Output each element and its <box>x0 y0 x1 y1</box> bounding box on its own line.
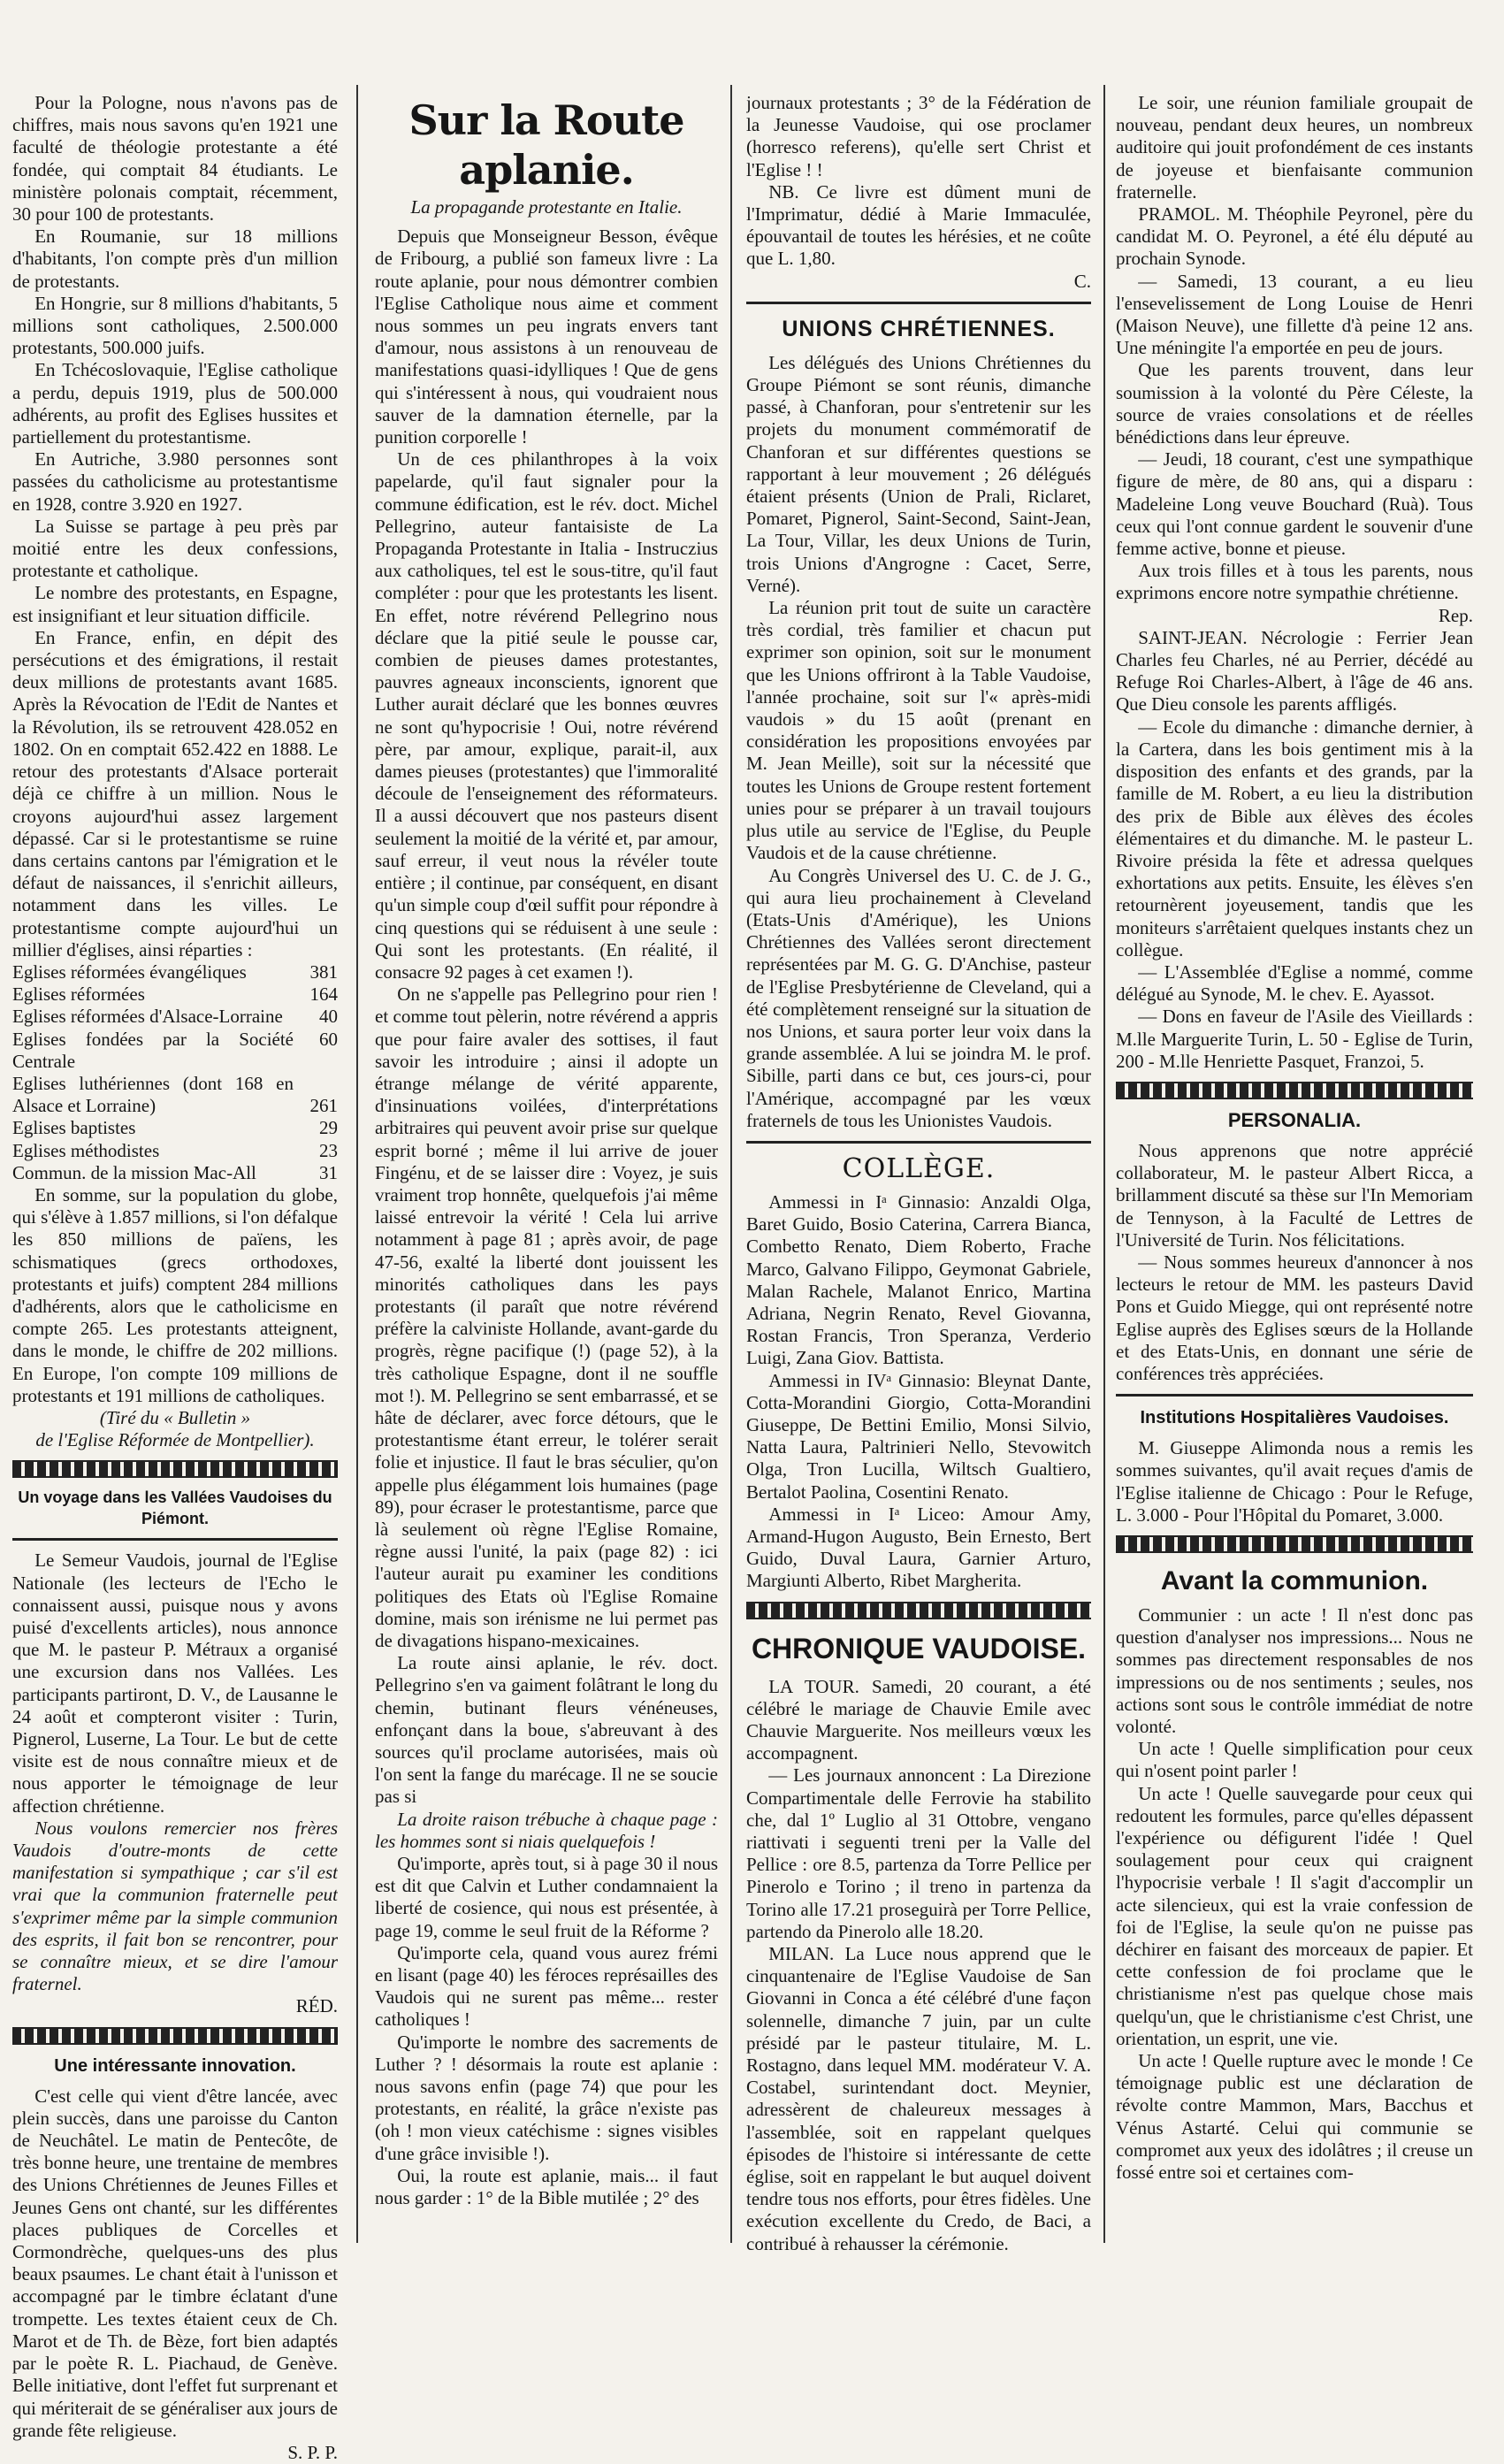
paragraph: La droite raison trébuche à chaque page : les hommes sont si niais quelquefois ! <box>375 1808 718 1852</box>
paragraph: Communier : un acte ! Il n'est donc pas question d'analyser nos impressions... Nous ne sommes pas directement responsables de nos impressions ou de nos sentiments ; seules, nos actions sont sous le contrôle immédiat de notre volonté. <box>1116 1603 1473 1737</box>
paragraph: — Dons en faveur de l'Asile des Vieillards : M.lle Marguerite Turin, L. 50 - Eglise de Turin, 200 - M.lle Henriette Pasquet, Franzoi, 5. <box>1116 1006 1473 1072</box>
paragraph: Ammessi in IVᵃ Ginnasio: Bleynat Dante, Cotta-Morandini Giorgio, Cotta-Morandini Giuseppe, De Bettini Emilio, Monsi Silvio, Natta Laura, Paltrinieri Nello, Stevowitch Olga, Tron Lucilla, Wiltsch Gualtiero, Bertalot Paolina, Cosentini Renato. <box>746 1369 1091 1503</box>
table-row: Eglises réformées évangéliques 381 <box>12 960 338 983</box>
paragraph: — Samedi, 13 courant, a eu lieu l'ensevelissement de Long Louise de Henri (Maison Neuve), une fillette d'à peine 12 ans. Une méningite l'a emportée en peu de jours. <box>1116 270 1473 359</box>
paragraph: On ne s'appelle pas Pellegrino pour rien ! et comme tout pèlerin, notre révérend a appris que pour faire avaler des sottises, il faut savoir les introduire ; ainsi il adopte un étrange mélange de vérité apparente, d'insinuations voilées, d'interprétations arbitraires qui peuvent avoir prise sur quelque esprit borné ; même il lui arrive de jouer Fingénu, et de se laisser dire : Voyez, je suis vraiment trop honnête, quelquefois j'ai même laissé entrevoir la vérité ! Cela lui arrive notamment à page 81 ; après avoir, de page 47-56, exalté la liberté dont jouissent les minorités catholiques dans les pays protestants (il paraît que notre révérend préfère la calviniste Hollande, avant-garde du progrès, règne pacifique (!) (page 52), à la très catholique Espagne, dont il ne souffle mot !). M. Pellegrino se sent embarrassé, et se hâte de déclarer, avec force détours, que le protestantisme étant erreur, le tolérer serait folie et injustice. Il faut le bras séculier, qu'on appelle plus élégamment lois humaines (page 89), pour écraser le protestantisme, parce que là seulement où règne l'Eglise Romaine, règne aussi l'unité, la paix (page 82) : ici l'auteur aurait pu examiner les conditions politiques des Etats où l'Eglise Romaine domine, mais son irénisme ne lui permet pas de divagations hispano-mexicaines. <box>375 983 718 1651</box>
signature: S. P. P. <box>287 2441 338 2463</box>
paragraph: LA TOUR. Samedi, 20 courant, a été célébré le mariage de Chauvie Emile avec Chauvie Marguerite. Nos meilleurs vœux les accompagnent. <box>746 1675 1091 1764</box>
signature: Rep. <box>1438 604 1473 626</box>
article-title: Sur la Route aplanie. <box>408 96 684 194</box>
paragraph: En Hongrie, sur 8 millions d'habitants, 5 millions sont catholiques, 2.500.000 protestants, 500.000 juifs. <box>12 292 338 359</box>
paragraph: Aux trois filles et à tous les parents, nous exprimons encore notre sympathie chrétienne. <box>1116 560 1473 604</box>
paragraph: — Nous sommes heureux d'annoncer à nos lecteurs le retour de MM. les pasteurs David Pons et Guido Miegge, qui ont représenté notre Eglise auprès des Eglises sœurs de la Hollande et des Etats-Unis, en donnant une série de conférences très appréciées. <box>1116 1251 1473 1384</box>
section-title: UNIONS CHRÉTIENNES. <box>782 316 1056 341</box>
paragraph: En Autriche, 3.980 personnes sont passées du catholicisme au protestantisme en 1928, contre 3.920 en 1927. <box>12 448 338 515</box>
article-subtitle: La propagande protestante en Italie. <box>410 196 683 218</box>
church-table <box>12 961 338 1184</box>
table-row: Eglises méthodistes 23 <box>12 1139 338 1161</box>
paragraph: journaux protestants ; 3° de la Fédération de la Jeunesse Vaudoise, qui ose proclamer (horresco referens), qu'elle sert Christ et l'Eglise ! ! <box>746 92 1091 180</box>
paragraph: Un acte ! Quelle rupture avec le monde ! Ce témoignage public est une déclaration de révolte contre Mammon, Mars, Bacchus et Vénus Astarté. Celui qui communie se compromet aux yeux des idolâtres ; il creuse un fossé entre soi et certaines com- <box>1116 2050 1473 2184</box>
paragraph: Un de ces philanthropes à la voix papelarde, qu'il faut signaler pour la commune édification, est le rév. doct. Michel Pellegrino, auteur fantaisiste de La Propaganda Protestante in Italia - Instruczius aux catholiques, tel est le sous-titre, qu'il faut compléter : pour que les protestants les lisent. En effet, notre révérend Pellegrino nous déclare que la pitié seule le pousse car, combien de pieuses dames protestantes, pauvres agneaux inconscients, ignorent que Luther aurait déclaré que les bonnes œuvres ne sont qu'hypocrisie ! Oui, notre révérend père, par amour, explique, parait-il, aux dames pieuses (protestantes) que l'immoralité découle de l'enseignement des réformateurs. Il a aussi découvert que nos pasteurs disent seulement la moitié de la vérité et, par amour, sauf erreur, il veut nous la révéler toute entière ; il continue, par conséquent, en disant qu'un simple coup d'œil suffit pour répondre à cinq questions qui se réduisent à une seule : Qui sont les protestants. (En réalité, il consacre 92 pages à cet examen !). <box>375 448 718 983</box>
paragraph: En somme, sur la population du globe, qui s'élève à 1.857 millions, si l'on défalque les 850 millions de païens, les schismatiques (grecs orthodoxes, protestants et juifs) comptent 284 millions d'adhérents, alors que le catholicisme en compte 265. Les protestants atteignent, dans le monde, le chiffre de 202 millions. En Europe, l'on compte 109 millions de protestants et 191 millions de catholiques. <box>12 1183 338 1406</box>
source-line: (Tiré du « Bulletin » <box>99 1406 251 1428</box>
signature: RÉD. <box>295 1995 338 2017</box>
paragraph: Que les parents trouvent, dans leur soumission à la volonté du Père Céleste, la source de vraies consolations et de réelles bénédictions dans leur épreuve. <box>1116 359 1473 448</box>
paragraph: Le Semeur Vaudois, journal de l'Eglise Nationale (les lecteurs de l'Echo le connaissent aussi, puisque nous y avons puisé d'excellents articles), nous annonce que M. le pasteur P. Métraux a organisé une excursion dans nos Vallées. Les participants partiront, D. V., de Lausanne le 24 août et compteront visiter : Turin, Pignerol, Luserne, La Tour. Le but de cette visite est de nous connaître mieux et de nous apporter le témoignage de leur affection chrétienne. <box>12 1550 338 1817</box>
paragraph: — Les journaux annoncent : La Direzione Compartimentale delle Ferrovie ha stabilito che, dal 1º Luglio al 31 Ottobre, vengano riattivati i seguenti treni per la Valle del Pellice : ore 8.5, partenza da Torre Pellice per Pinerolo e Torino ; il treno in partenza da Torino alle 17.21 proseguirà per Torre Pellice, partendo da Pinerolo alle 18.20. <box>746 1764 1091 1942</box>
column-rule <box>356 85 358 2243</box>
paragraph: PRAMOL. M. Théophile Peyronel, père du candidat M. O. Peyronel, a été élu député au prochain Synode. <box>1116 203 1473 270</box>
paragraph: NB. Ce livre est dûment muni de l'Imprimatur, dédié à Marie Immaculée, épouvantail de toutes les hérésies, et ne coûte que L. 1,80. <box>746 180 1091 270</box>
divider <box>12 1538 338 1541</box>
paragraph: C'est celle qui vient d'être lancée, avec plein succès, dans une paroisse du Canton de Neuchâtel. Le matin de Pentecôte, de très bonne heure, une trentaine de membres des Unions Chrétiennes de Jeunes Filles et Jeunes Gens ont chanté, sur les différentes places publiques de Corcelles et Cormondrèche, quelques-uns des plus beaux psaumes. Le chant était à l'unisson et accompagné par le timbre éclatant d'une trompette. Les textes étaient ceux de Ch. Marot et de Th. de Bèze, fort bien adaptés par le poète R. L. Piachaud, de Genève. Belle initiative, dont l'effet fut surprenant et qui mériterait de se généraliser aux jours de grande fête religieuse. <box>12 2085 338 2441</box>
table-row: Commun. de la mission Mac-All 31 <box>12 1161 338 1183</box>
paragraph: La Suisse se partage à peu près par moitié entre les deux confessions, protestante et catholique. <box>12 515 338 582</box>
section-title: Une intéressante innovation. <box>54 2055 296 2076</box>
paragraph: Qu'importe cela, quand vous aurez frémi en lisant (page 40) les féroces représailles des Vaudois qui ne surent pas même... rester catholiques ! <box>375 1941 718 2031</box>
paragraph: La réunion prit tout de suite un caractère très cordial, très familier et chacun put exprimer son opinion, soit sur le monument que les Unions offriront à la Table Vaudoise, l'année prochaine, soit sur l'« après-midi vaudois » du 15 août (prenant en considération les propositions envoyées par M. Jean Meille), soit sur la nécessité que toutes les Unions de Groupe restent fortement unies pour se préparer à un travail toujours plus utile au service de l'Eglise, du Peuple Vaudois et de la cause chrétienne. <box>746 597 1091 864</box>
paragraph: SAINT-JEAN. Nécrologie : Ferrier Jean Charles feu Charles, né au Perrier, décédé au Refuge Roi Charles-Albert, à l'âge de 46 ans. Que Dieu console les parents affligés. <box>1116 626 1473 715</box>
paragraph: La route ainsi aplanie, le rév. doct. Pellegrino s'en va gaiment folâtrant le long du chemin, butinant fleurs vénéneuses, enfonçant dans la boue, s'abreuvant à des sources qu'il proclame autorisées, mais où l'on sent la fange du marécage. Il ne se soucie pas si <box>375 1652 718 1808</box>
table-row: Eglises réformées 164 <box>12 983 338 1006</box>
paragraph: Ammessi in Iᵃ Ginnasio: Anzaldi Olga, Baret Guido, Bosio Caterina, Carrera Bianca, Combetto Renato, Diem Roberto, Frache Marco, Galvano Filippo, Geymonat Gabriele, Malan Rachele, Malanot Enrico, Martina Adriana, Negrin Renato, Revel Giovanna, Rostan Francis, Tron Speranza, Verderio Luigi, Zana Giov. Battista. <box>746 1190 1091 1369</box>
paragraph: Un acte ! Quelle simplification pour ceux qui n'osent point parler ! <box>1116 1738 1473 1782</box>
paragraph: Oui, la route est aplanie, mais... il faut nous garder : 1° de la Bible mutilée ; 2° des <box>375 2164 718 2209</box>
column-2 <box>375 92 718 2209</box>
paragraph: Les délégués des Unions Chrétiennes du Groupe Piémont se sont réunis, dimanche passé, à Chanforan, pour s'entretenir sur les projets du monument commémoratif de Chanforan et sur différentes questions se rapportant à leur mouvement ; 26 délégués étaient présents (Union de Prali, Riclaret, Pomaret, Pignerol, Saint-Second, Saint-Jean, La Tour, Villar, les deux Unions de Turin, trois Unions d'Angrogne : Cacet, Serre, Verné). <box>746 351 1091 596</box>
divider <box>746 302 1091 304</box>
section-title: Un voyage dans les Vallées Vaudoises du Piémont. <box>18 1488 332 1528</box>
ornament-divider <box>1116 1535 1473 1553</box>
section-title: Institutions Hospitalières Vaudoises. <box>1140 1408 1449 1428</box>
ornament-divider <box>12 2027 338 2045</box>
paragraph: Depuis que Monseigneur Besson, évêque de Fribourg, a publié son fameux livre : La route aplanie, pour nous démontrer combien l'Eglise Catholique nous aime et comment nous sommes un peu ingrats envers tant d'amour, nous assistons à un renouveau de manifestations quasi-idylliques ! Que de gens qui s'intéressent à nous, qui voudraient nous sauver de la damnation éternelle, par la punition corporelle ! <box>375 226 718 448</box>
table-row: Eglises réformées d'Alsace-Lorraine 40 <box>12 1006 338 1028</box>
table-row: Eglises fondées par la Société Centrale 60 <box>12 1028 338 1072</box>
divider <box>746 1141 1091 1144</box>
paragraph: En Roumanie, sur 18 millions d'habitants, l'on compte près d'un million de protestants. <box>12 226 338 292</box>
paragraph: Un acte ! Quelle sauvegarde pour ceux qui redoutent les formules, parce qu'elles dépassent l'expérience ou défigurent l'idée ! Quel soulagement pour ceux qui craignent l'hypocrisie verbale ! Il s'agit d'accomplir un acte silencieux, qui est la vraie confession de foi de l'Eglise, la seule qu'on ne puisse pas déchirer en faisant des morceaux de papier. Et cette confession de foi proclame que le christianisme n'est pas quelque chose mais quelqu'un, que le christianisme c'est Christ, une orientation, un esprit, une vie. <box>1116 1782 1473 2049</box>
paragraph: — Ecole du dimanche : dimanche dernier, à la Cartera, dans les bois gentiment mis à la disposition des enfants et des grands, par la famille de M. Robert, a eu lieu la distribution des prix de Bible aux élèves des écoles élémentaires et du dimanche. M. le pasteur L. Rivoire présida la fête et adressa quelques exhortations aux petits. Ensuite, les élèves s'en retournèrent joyeusement, tandis que les moniteurs s'arrêtaient quelques instants chez un collègue. <box>1116 715 1473 960</box>
paragraph: MILAN. La Luce nous apprend que le cinquantenaire de l'Eglise Vaudoise de San Giovanni in Conca a été célébré d'une façon solennelle, dimanche 7 juin, par un culte présidé par le pasteur titulaire, M. L. Rostagno, dans lequel MM. modérateur V. A. Costabel, surintendant doct. Meynier, adressèrent de chaleureux messages à l'assemblée, soit en rappelant quelques épisodes de l'histoire si intéressante de cette église, soit en rappelant le but auquel doivent tendre tous nos efforts, pour êtres fidèles. Une exécution excellente du Credo, de Baci, a contribué à rehausser la cérémonie. <box>746 1943 1091 2254</box>
paragraph: Au Congrès Universel des U. C. de J. G., qui aura lieu prochainement à Cleveland (Etats-Unis d'Amérique), les Unions Chrétiennes des Vallées seront directement représentées par M. G. G. D'Anchise, pasteur de l'Eglise Presbytérienne de Cleveland, qui a été complètement renseigné sur la situation de nos Unions, et saura porter leur voix dans la grande assemblée. A lui se joindra M. le prof. Sibille, parti dans ce but, ces jours-ci, pour l'Amérique, accompagné par les vœux fraternels de tous les Unionistes Vaudois. <box>746 864 1091 1131</box>
section-title: COLLÈGE. <box>842 1152 996 1184</box>
section-title: PERSONALIA. <box>1227 1108 1362 1131</box>
table-row: Eglises baptistes 29 <box>12 1117 338 1139</box>
paragraph: M. Giuseppe Alimonda nous a remis les sommes suivantes, qu'il avait reçues d'amis de l'Eglise italienne de Chicago : Pour le Refuge, L. 3.000 - Pour l'Hôpital du Pomaret, 3.000. <box>1116 1437 1473 1526</box>
ornament-divider <box>1116 1082 1473 1099</box>
section-title: Avant la communion. <box>1160 1565 1429 1595</box>
paragraph: Nous voulons remercier nos frères Vaudois d'outre-monts de cette manifestation si sympathique ; car s'il est vrai que la communion fraternelle peut s'exprimer même par la simple communion des esprits, il fait bon se rencontrer, pour se connaître mieux, et se dire l'amour fraternel. <box>12 1817 338 1995</box>
column-rule <box>730 85 732 2243</box>
paragraph: — L'Assemblée d'Eglise a nommé, comme délégué au Synode, M. le chev. E. Ayassot. <box>1116 960 1473 1006</box>
column-3 <box>746 92 1091 2255</box>
section-title: CHRONIQUE VAUDOISE. <box>751 1632 1087 1664</box>
ornament-divider <box>746 1602 1091 1619</box>
paragraph: Qu'importe, après tout, si à page 30 il nous est dit que Calvin et Luther condamnaient la liberté de cosience, qui nous est présentée, à page 19, comme le seul fruit de la Réforme ? <box>375 1853 718 1941</box>
paragraph: Le soir, une réunion familiale groupait de nouveau, pendant deux heures, un nombreux auditoire qui jouit profondément de ces instants de joyeuse et bienfaisante communion fraternelle. <box>1116 92 1473 203</box>
paragraph: Nous apprenons que notre apprécié collaborateur, M. le pasteur Albert Ricca, a brillamment discuté sa thèse sur l'In Memoriam de Tennyson, à la Faculté de Lettres de l'Université de Turin. Nos félicitations. <box>1116 1139 1473 1251</box>
paragraph: En France, enfin, en dépit des persécutions et des émigrations, il restait deux millions de protestants avant 1685. Après la Révocation de l'Edit de Nantes et la Révolution, ils se retrouvent 428.052 en 1802. On en comptait 652.422 en 1888. Le retour des protestants d'Alsace porterait déjà ce chiffre à un million. Nous le croyons aujourd'hui assez largement dépassé. Car si le protestantisme se ruine dans certains cantons par l'émigration et le défaut de naissances, il s'enrichit ailleurs, notamment dans les villes. Le protestantisme compte aujourd'hui un millier d'églises, ainsi réparties : <box>12 626 338 960</box>
table-row: Eglises luthériennes (dont 168 en Alsace et Lorraine) 261 <box>12 1072 338 1117</box>
paragraph: Ammessi in Iᵃ Liceo: Amour Amy, Armand-Hugon Augusto, Bein Ernesto, Bert Guido, Duval Laura, Garnier Arturo, Margiunti Alberto, Ribet Margherita. <box>746 1503 1091 1592</box>
paragraph: — Jeudi, 18 courant, c'est une sympathique figure de mère, de 80 ans, qui a disparu : Madeleine Long veuve Bouchard (Ruà). Tous ceux qui l'ont connue gardent le souvenir d'une femme active, bonne et pieuse. <box>1116 448 1473 560</box>
paragraph: Pour la Pologne, nous n'avons pas de chiffres, mais nous savons qu'en 1921 une faculté de théologie protestante a été fondée, qui comptait 84 étudiants. Le ministère polonais comptait, récemment, 30 pour 100 de protestants. <box>12 92 338 226</box>
paragraph: En Tchécoslovaquie, l'Eglise catholique a perdu, depuis 1919, plus de 500.000 adhérents, au profit des Eglises hussites et partiellement du protestantisme. <box>12 359 338 448</box>
ornament-divider <box>12 1460 338 1478</box>
column-rule <box>1103 85 1105 2243</box>
column-4 <box>1116 92 1473 2184</box>
paragraph: Qu'importe le nombre des sacrements de Luther ? ! désormais la route est aplanie : nous savons enfin (page 74) que pour les protestants, en réalité, la grâce n'existe pas (oh ! mon vieux catéchisme : signes visibles d'une grâce invisible !). <box>375 2031 718 2164</box>
source-line: de l'Eglise Réformée de Montpellier). <box>35 1429 315 1451</box>
divider <box>1116 1394 1473 1397</box>
paragraph: Le nombre des protestants, en Espagne, est insignifiant et leur situation difficile. <box>12 582 338 626</box>
column-1 <box>12 92 338 2464</box>
signature: C. <box>1073 270 1091 292</box>
